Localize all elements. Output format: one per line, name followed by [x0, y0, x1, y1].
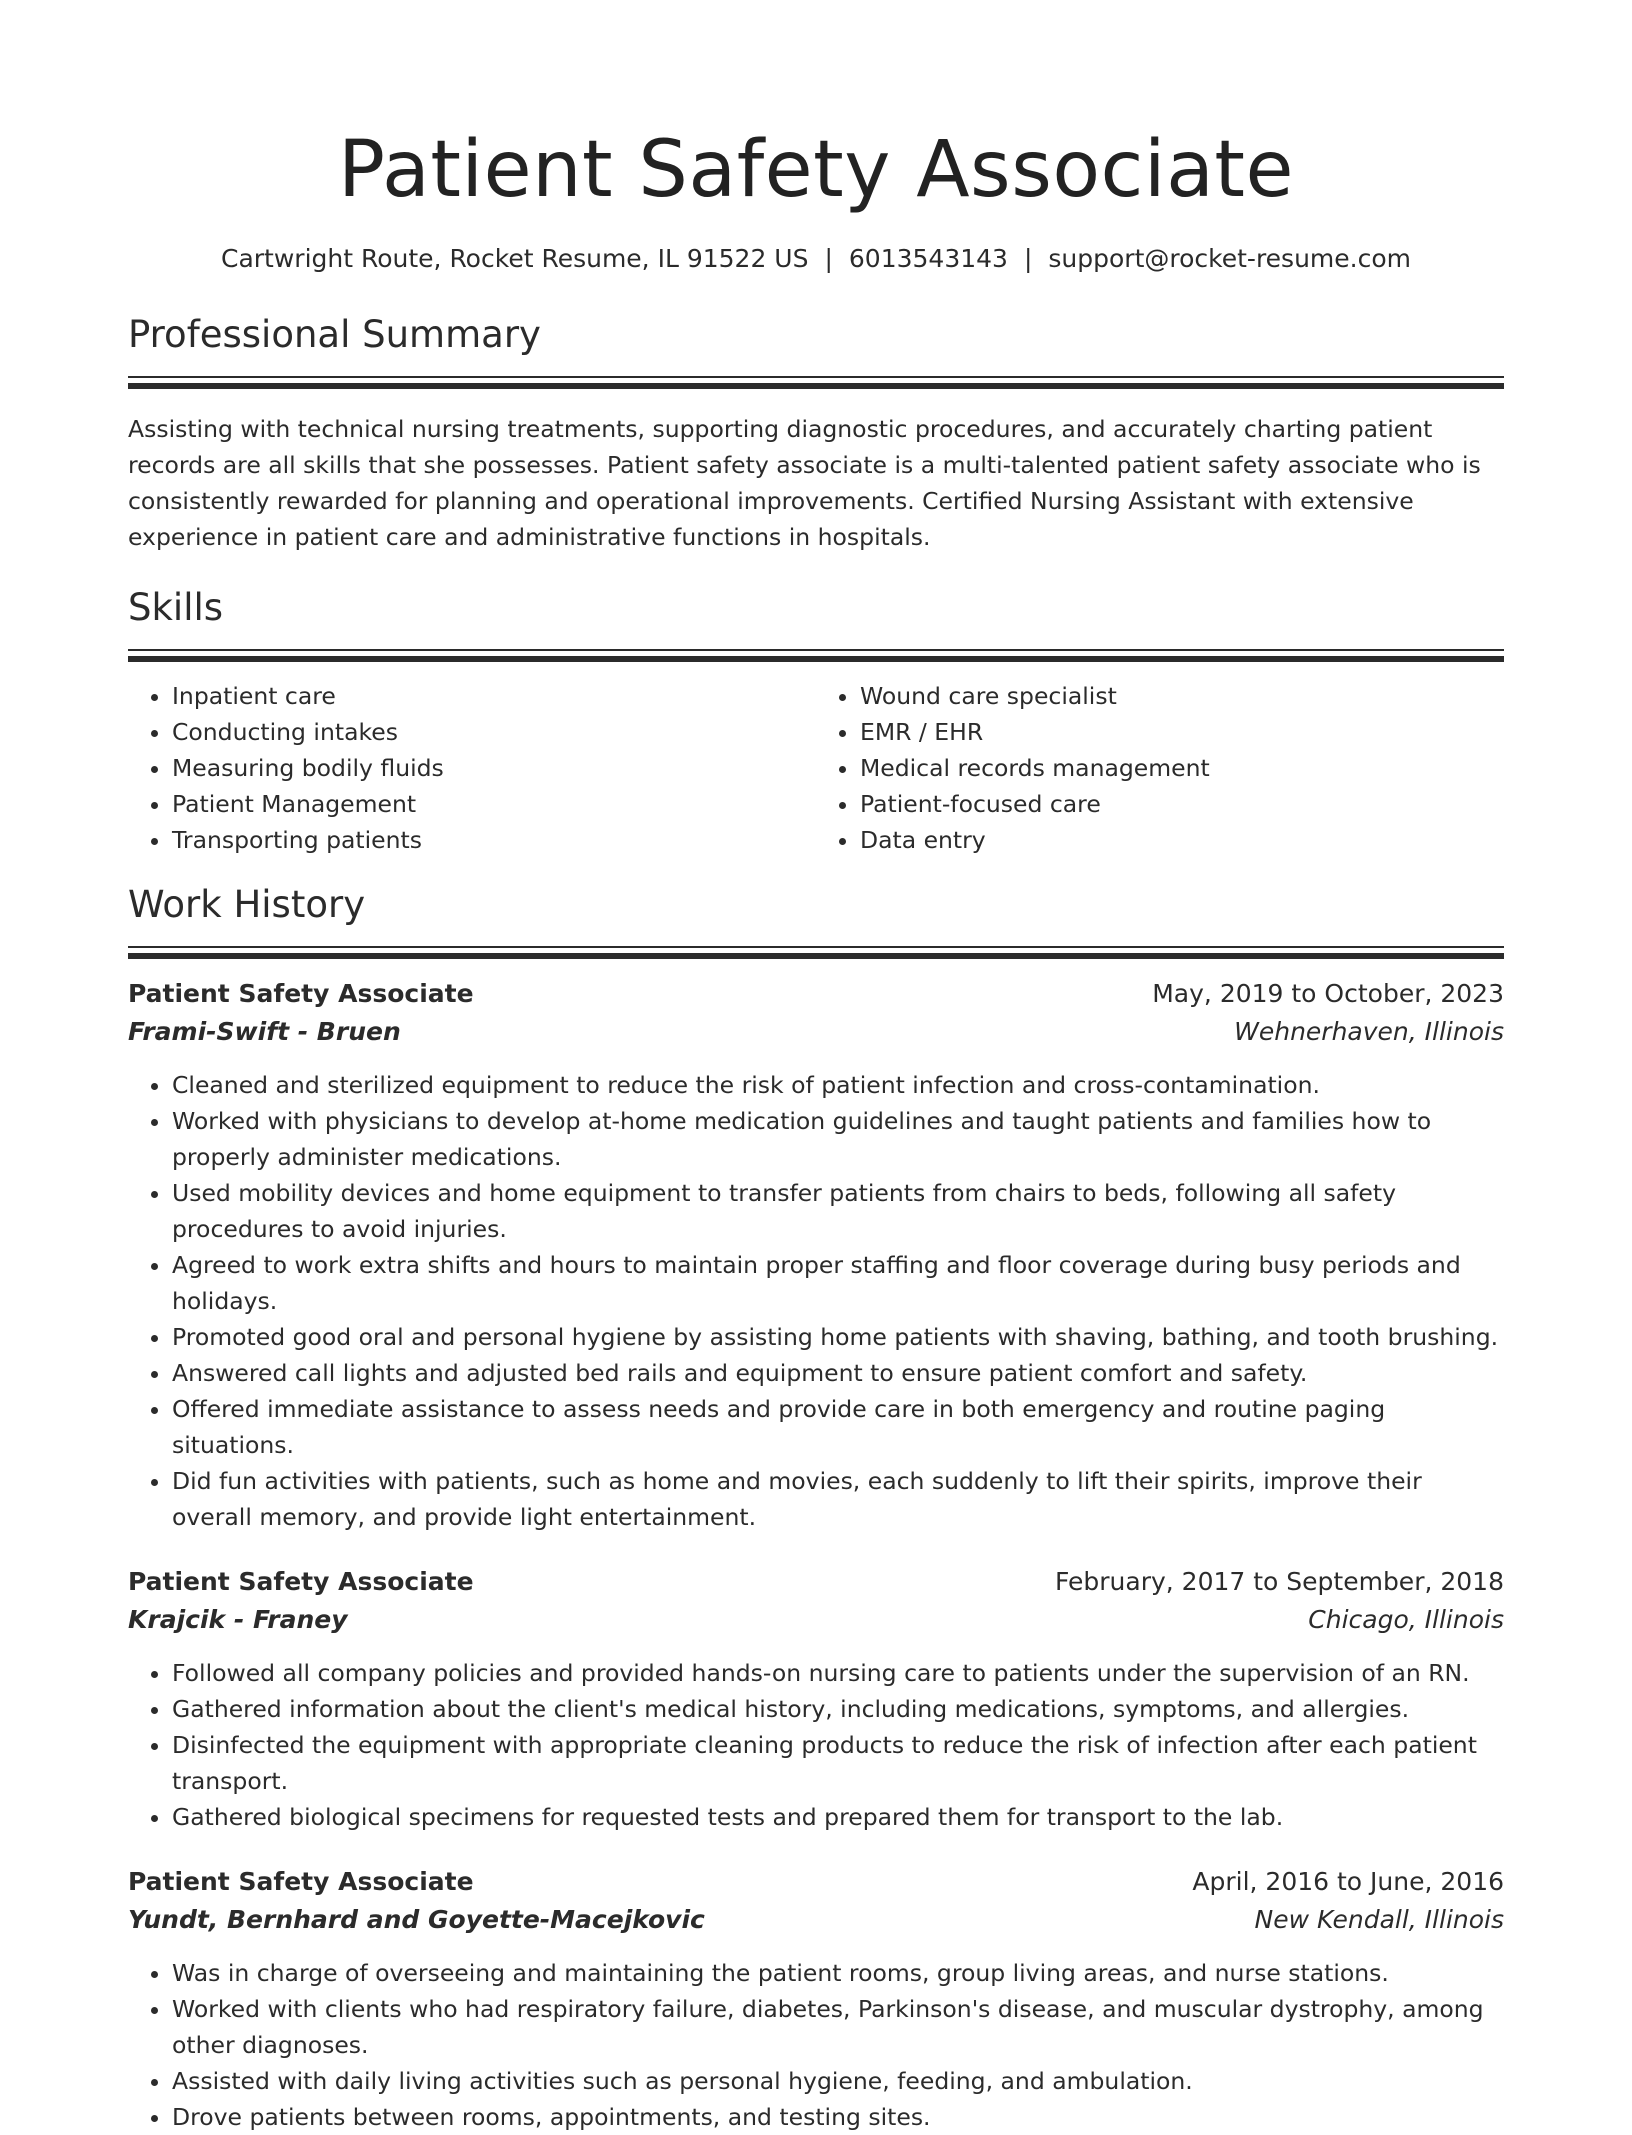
skill-item: • Conducting intakes	[172, 714, 816, 750]
job-entry	[128, 1563, 1504, 1835]
job-subheader	[128, 1601, 1504, 1639]
job-bullet: • Answered call lights and adjusted bed rails and equipment to ensure patient comfort and safety.	[172, 1355, 1504, 1391]
job-bullet: • Worked with physicians to develop at-home medication guidelines and taught patients and families how to properly administer medications.	[172, 1103, 1504, 1175]
job-title: Patient Safety Associate	[128, 979, 474, 1008]
contact-email: support@rocket-resume.com	[1048, 244, 1412, 273]
resume-name: Patient Safety Associate	[338, 125, 1294, 215]
job-header	[128, 1863, 1504, 1901]
job-location: Wehnerhaven, Illinois	[1234, 1017, 1504, 1046]
job-bullet: • Gathered biological specimens for requested tests and prepared them for transport to the lab.	[172, 1799, 1504, 1835]
skills-section	[128, 583, 1504, 858]
job-bullet: • Assisted with daily living activities such as personal hygiene, feeding, and ambulation.	[172, 2063, 1504, 2099]
job-location: New Kendall, Illinois	[1254, 1905, 1504, 1934]
job-bullet: • Worked with clients who had respiratory failure, diabetes, Parkinson's disease, and muscular dystrophy, among other diagnoses.	[172, 1991, 1504, 2063]
contact-line	[128, 242, 1504, 276]
job-header	[128, 1563, 1504, 1601]
skills-list-right	[816, 678, 1504, 858]
job-header	[128, 975, 1504, 1013]
skills-columns	[128, 678, 1504, 858]
section-title-work-history: Work History	[128, 883, 366, 926]
skill-item: • Inpatient care	[172, 678, 816, 714]
contact-separator: |	[1023, 244, 1033, 273]
skill-item: • Patient-focused care	[860, 786, 1504, 822]
job-bullet: • Was in charge of overseeing and maintaining the patient rooms, group living areas, and nurse stations.	[172, 1955, 1504, 1991]
job-title: Patient Safety Associate	[128, 1567, 474, 1596]
job-bullet: • Agreed to work extra shifts and hours to maintain proper staffing and floor coverage during busy periods and holidays.	[172, 1247, 1504, 1319]
summary-section	[128, 310, 1504, 555]
job-location: Chicago, Illinois	[1308, 1605, 1504, 1634]
job-company: Krajcik - Franey	[128, 1605, 348, 1634]
job-bullet: • Cleaned and sterilized equipment to reduce the risk of patient infection and cross-contamination.	[172, 1067, 1504, 1103]
skills-list-left	[128, 678, 816, 858]
contact-phone: 6013543143	[848, 244, 1008, 273]
job-dates: February, 2017 to September, 2018	[1055, 1567, 1504, 1596]
job-entry	[128, 975, 1504, 1535]
job-bullets	[128, 1067, 1504, 1535]
job-bullet: • Used mobility devices and home equipment to transfer patients from chairs to beds, following all safety procedures to avoid injuries.	[172, 1175, 1504, 1247]
skill-item: • Measuring bodily fluids	[172, 750, 816, 786]
contact-separator: |	[824, 244, 833, 273]
work-history-section	[128, 880, 1504, 2135]
skill-item: • EMR / EHR	[860, 714, 1504, 750]
skill-item: • Patient Management	[172, 786, 816, 822]
job-company: Frami-Swift - Bruen	[128, 1017, 401, 1046]
job-bullets	[128, 1655, 1504, 1835]
job-subheader	[128, 1901, 1504, 1939]
job-bullet: • Offered immediate assistance to assess needs and provide care in both emergency and routine paging situations.	[172, 1391, 1504, 1463]
job-dates: April, 2016 to June, 2016	[1192, 1867, 1504, 1896]
skill-item: • Data entry	[860, 822, 1504, 858]
section-divider	[128, 946, 1504, 959]
job-bullets	[128, 1955, 1504, 2135]
job-subheader	[128, 1013, 1504, 1051]
summary-text: Assisting with technical nursing treatments, supporting diagnostic procedures, and accurately charting patient records are all skills that she possesses. Patient safety associate is a multi-talented patient safety associate who is consistently rewarded for planning and operational improvements. Certified Nursing Assistant with extensive experience in patient care and administrative functions in hospitals.	[128, 415, 1481, 551]
section-title-skills: Skills	[128, 586, 224, 629]
section-divider	[128, 649, 1504, 662]
skill-item: • Wound care specialist	[860, 678, 1504, 714]
resume-page	[128, 0, 1504, 2135]
contact-address: Cartwright Route, Rocket Resume, IL 91522 US	[220, 244, 809, 273]
job-bullet: • Gathered information about the client's medical history, including medications, symptoms, and allergies.	[172, 1691, 1504, 1727]
skill-item: • Medical records management	[860, 750, 1504, 786]
job-dates: May, 2019 to October, 2023	[1152, 979, 1504, 1008]
job-entry	[128, 1863, 1504, 2135]
job-bullet: • Followed all company policies and provided hands-on nursing care to patients under the supervision of an RN.	[172, 1655, 1504, 1691]
job-title: Patient Safety Associate	[128, 1867, 474, 1896]
section-divider	[128, 376, 1504, 389]
skill-item: • Transporting patients	[172, 822, 816, 858]
section-title-summary: Professional Summary	[128, 313, 541, 356]
job-bullet: • Did fun activities with patients, such as home and movies, each suddenly to lift their spirits, improve their overall memory, and provide light entertainment.	[172, 1463, 1504, 1535]
job-company: Yundt, Bernhard and Goyette-Macejkovic	[128, 1905, 705, 1934]
job-bullet: • Disinfected the equipment with appropriate cleaning products to reduce the risk of infection after each patient transport.	[172, 1727, 1504, 1799]
job-bullet: • Drove patients between rooms, appointments, and testing sites.	[172, 2099, 1504, 2135]
job-bullet: • Promoted good oral and personal hygiene by assisting home patients with shaving, bathing, and tooth brushing.	[172, 1319, 1504, 1355]
